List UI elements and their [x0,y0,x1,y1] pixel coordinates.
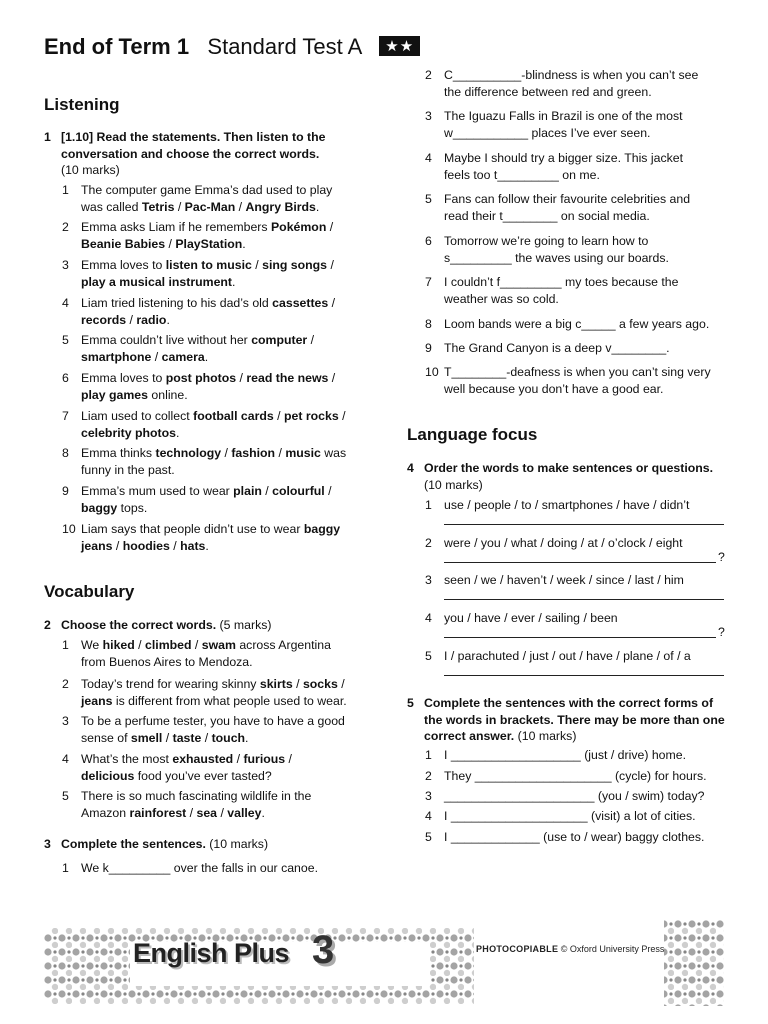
english-plus-logo: English Plus [133,938,290,968]
task-number: 2 [44,618,51,632]
question-text: Emma asks Liam if he remembers Pokémon / Beanie Babies / PlayStation. [81,220,334,251]
question-text: Tomorrow we’re going to learn how to s_________ the waves using our boards. [444,234,669,265]
photocopiable-label: PHOTOCOPIABLE [476,944,559,954]
question-text: The Grand Canyon is a deep v________. [444,341,670,355]
title-test-name: Standard Test A [207,34,362,59]
language-focus-heading: Language focus [407,425,538,444]
question-number: 5 [425,192,432,206]
question-number: 3 [62,714,69,728]
task-4-text: Order the words to make sentences or questions. [424,461,714,475]
difficulty-stars-badge: ★★ [379,36,420,56]
question-text: seen / we / haven’t / week / since / last / him [444,573,684,587]
task-5-marks: (10 marks) [517,729,577,743]
question-text: To be a perfume tester, you have to have a good sense of smell / taste / touch. [81,714,345,745]
question-number: 2 [425,68,432,82]
question-number: 1 [425,498,432,512]
question-text: Emma loves to post photos / read the news / play games online. [81,371,336,402]
question-text: Emma thinks technology / fashion / music was funny in the past. [81,446,347,477]
question-text: you / have / ever / sailing / been [444,611,618,625]
question-text: The Iguazu Falls in Brazil is one of the most w___________ places I’ve ever seen. [444,109,683,140]
question-text: Maybe I should try a bigger size. This jacket feels too t_________ on me. [444,151,683,182]
question-number: 9 [425,341,432,355]
task-2-instruction [44,617,374,634]
question-text: Loom bands were a big c_____ a few years ago. [444,317,710,331]
task-2-marks: (5 marks) [219,618,272,632]
question-number: 8 [425,317,432,331]
question-number: 3 [425,109,432,123]
question-text: They ____________________ (cycle) for hours. [444,769,707,783]
task-3-instruction [44,836,374,853]
answer-line[interactable] [444,675,724,676]
task-3-marks: (10 marks) [209,837,269,851]
question-mark: ? [718,625,725,639]
question-text: What’s the most exhausted / furious / delicious food you’ve ever tasted? [81,752,292,783]
question-text: I ____________________ (visit) a lot of cities. [444,809,696,823]
question-text: Liam says that people didn’t use to wear baggy jeans / hoodies / hats. [81,522,341,553]
answer-line[interactable] [444,637,716,638]
question-number: 3 [62,258,69,272]
question-number: 2 [62,677,69,691]
question-text: I _____________ (use to / wear) baggy clothes. [444,830,705,844]
copyright-label: © Oxford University Press [560,944,665,954]
question-text: I / parachuted / just / out / have / plane / of / a [444,649,691,663]
task-1-text: [1.10] Read the statements. Then listen to the conversation and choose the correct words. [61,130,326,161]
question-text: Liam used to collect football cards / pet rocks / celebrity photos. [81,409,346,440]
question-number: 7 [425,275,432,289]
question-number: 5 [62,789,69,803]
task-1-marks: (10 marks) [61,163,120,177]
photocopiable-notice [476,944,664,954]
question-number: 10 [62,522,76,536]
question-number: 1 [62,638,69,652]
question-number: 2 [425,769,432,783]
task-number: 3 [44,837,51,851]
task-number: 5 [407,696,414,710]
answer-line[interactable] [444,524,724,525]
question-number: 6 [425,234,432,248]
task-number: 4 [407,461,414,475]
answer-line[interactable] [444,562,716,563]
question-text: The computer game Emma’s dad used to play was called Tetris / Pac-Man / Angry Birds. [81,183,333,214]
answer-line[interactable] [444,599,724,600]
task-1-instruction [44,129,374,179]
question-number: 3 [425,573,432,587]
question-mark: ? [718,550,725,564]
question-text: Emma’s mum used to wear plain / colourful / baggy tops. [81,484,332,515]
task-5-instruction [407,695,727,745]
question-text: C__________-blindness is when you can’t see the difference between red and green. [444,68,699,99]
question-text: We k_________ over the falls in our canoe. [81,861,318,875]
question-text: Liam tried listening to his dad’s old cassettes / records / radio. [81,296,336,327]
question-number: 4 [425,611,432,625]
question-text: Fans can follow their favourite celebrities and read their t________ on social media. [444,192,691,223]
task-5-text: Complete the sentences with the correct forms of the words in brackets. There may be more than one correct answer. [424,696,725,743]
question-number: 3 [425,789,432,803]
question-number: 4 [425,151,432,165]
question-text: use / people / to / smartphones / have / didn’t [444,498,690,512]
task-4-instruction [407,460,727,493]
question-text: Emma loves to listen to music / sing songs / play a musical instrument. [81,258,334,289]
question-number: 10 [425,365,439,379]
task-4-marks: (10 marks) [424,477,483,492]
question-number: 9 [62,484,69,498]
question-text: T________-deafness is when you can’t sing very well because you don’t have a good ear. [444,365,711,396]
english-plus-logo-number: 3 [312,928,335,972]
listening-heading: Listening [44,95,120,114]
question-number: 5 [425,649,432,663]
question-text: ______________________ (you / swim) today? [444,789,705,803]
question-number: 5 [425,830,432,844]
task-3-text: Complete the sentences. [61,837,206,851]
task-2-text: Choose the correct words. [61,618,217,632]
question-text: Today’s trend for wearing skinny skirts / socks / jeans is different from what people used to wear. [81,677,347,708]
question-number: 4 [62,752,69,766]
question-number: 8 [62,446,69,460]
question-number: 4 [62,296,69,310]
question-number: 5 [62,333,69,347]
question-number: 1 [62,183,69,197]
question-text: Emma couldn’t live without her computer / smartphone / camera. [81,333,315,364]
page-title [44,34,420,60]
question-number: 2 [425,536,432,550]
question-number: 2 [62,220,69,234]
vocabulary-heading: Vocabulary [44,582,135,601]
question-number: 4 [425,809,432,823]
question-number: 6 [62,371,69,385]
question-text: We hiked / climbed / swam across Argentina from Buenos Aires to Mendoza. [81,638,331,669]
question-text: I ___________________ (just / drive) home. [444,748,687,762]
question-number: 1 [425,748,432,762]
question-number: 7 [62,409,69,423]
question-number: 1 [62,861,69,875]
question-text: were / you / what / doing / at / o’clock / eight [444,536,683,550]
title-bold: End of Term 1 [44,34,190,59]
question-text: I couldn’t f_________ my toes because the weather was so cold. [444,275,679,306]
task-number: 1 [44,130,51,144]
question-text: There is so much fascinating wildlife in the Amazon rainforest / sea / valley. [81,789,312,820]
